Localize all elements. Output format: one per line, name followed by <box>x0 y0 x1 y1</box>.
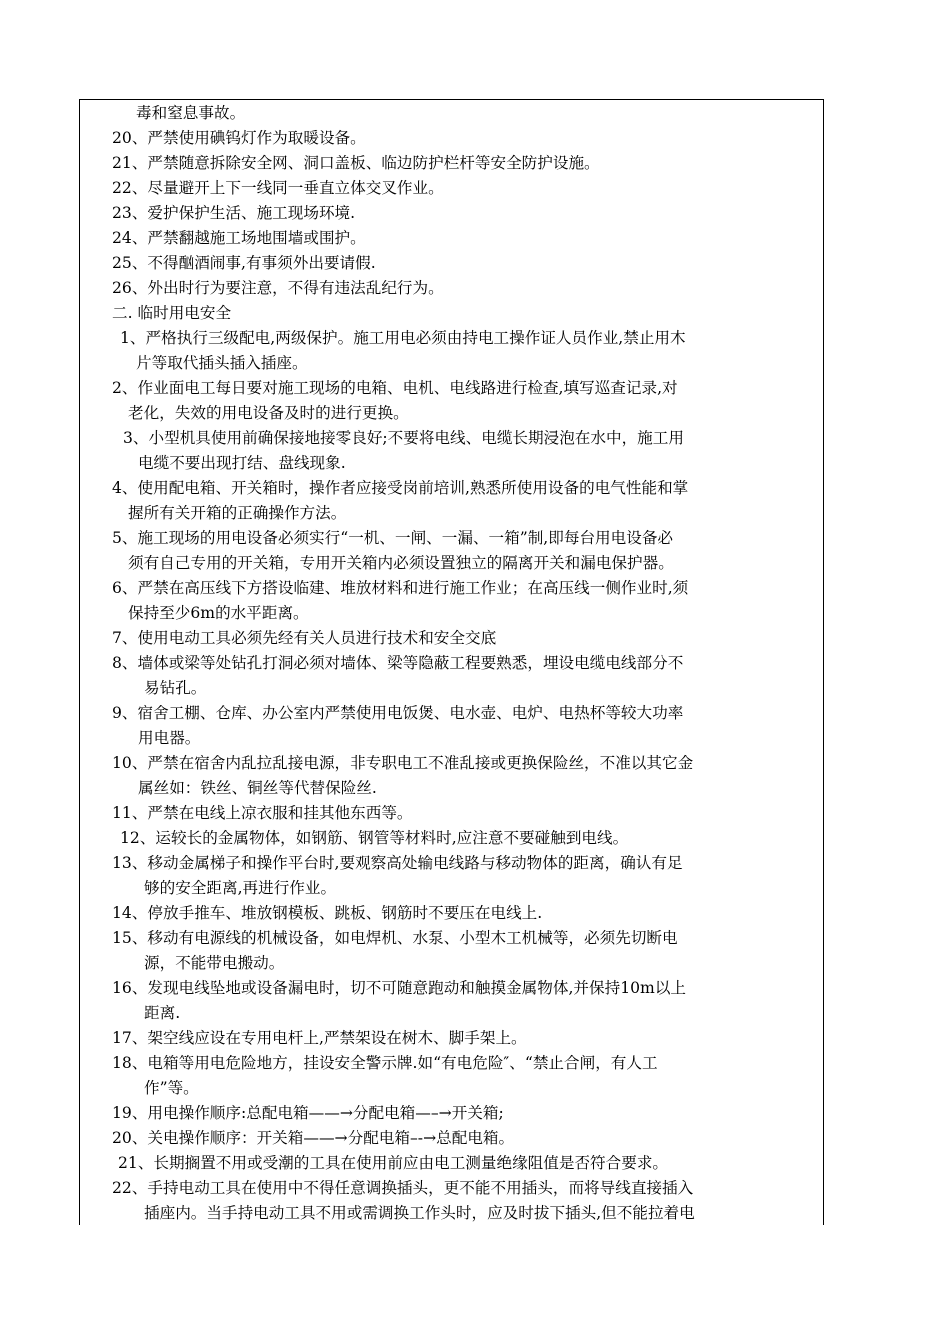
text-line: 作”等。 <box>144 1079 199 1097</box>
text-line: 握所有关开箱的正确操作方法。 <box>128 504 347 522</box>
text-line: 老化，失效的用电设备及时的进行更换。 <box>128 404 409 422</box>
text-line: 13、移动金属梯子和操作平台时,要观察高处输电线路与移动物体的距离，确认有足 <box>112 854 683 872</box>
text-line: 2、作业面电工每日要对施工现场的电箱、电机、电线路进行检查,填写巡查记录,对 <box>112 379 678 397</box>
text-line: 6、严禁在高压线下方搭设临建、堆放材料和进行施工作业；在高压线一侧作业时,须 <box>112 579 689 597</box>
text-line: 属丝如：铁丝、铜丝等代替保险丝. <box>138 779 377 797</box>
text-line: 20、严禁使用碘钨灯作为取暖设备。 <box>112 129 366 147</box>
text-line: 24、严禁翻越施工场地围墙或围护。 <box>112 229 366 247</box>
text-line: 7、使用电动工具必须先经有关人员进行技术和安全交底 <box>112 629 497 647</box>
text-line: 15、移动有电源线的机械设备，如电焊机、水泵、小型木工机械等，必须先切断电 <box>112 929 678 947</box>
text-line: 9、宿舍工棚、仓库、办公室内严禁使用电饭煲、电水壶、电炉、电热杯等较大功率 <box>112 704 684 722</box>
text-line: 17、架空线应设在专用电杆上,严禁架设在树木、脚手架上。 <box>112 1029 527 1047</box>
text-line: 插座内。当手持电动工具不用或需调换工作头时，应及时拔下插头,但不能拉着电 <box>144 1204 695 1222</box>
text-line: 1、严格执行三级配电,两级保护。施工用电必须由持电工操作证人员作业,禁止用木 <box>120 329 686 347</box>
text-line: 片等取代插头插入插座。 <box>136 354 308 372</box>
text-line: 毒和窒息事故。 <box>136 104 246 122</box>
text-line: 22、手持电动工具在使用中不得任意调换插头，更不能不用插头，而将导线直接插入 <box>112 1179 694 1197</box>
text-line: 21、严禁随意拆除安全网、洞口盖板、临边防护栏杆等安全防护设施。 <box>112 154 600 172</box>
text-line: 用电器。 <box>138 729 201 747</box>
text-line: 19、用电操作顺序:总配电箱——→分配电箱—–→开关箱; <box>112 1104 504 1122</box>
text-line: 保持至少6m的水平距离。 <box>128 604 309 622</box>
text-line: 26、外出时行为要注意，不得有违法乱纪行为。 <box>112 279 444 297</box>
text-line: 25、不得酗酒闹事,有事须外出要请假. <box>112 254 376 272</box>
text-line: 14、停放手推车、堆放钢模板、跳板、钢筋时不要压在电线上. <box>112 904 543 922</box>
section-heading: 二. 临时用电安全 <box>112 304 232 322</box>
text-line: 易钻孔。 <box>144 679 207 697</box>
text-line: 23、爱护保护生活、施工现场环境. <box>112 204 356 222</box>
text-line: 20、关电操作顺序：开关箱——→分配电箱–-→总配电箱。 <box>112 1129 515 1147</box>
text-line: 11、严禁在电线上凉衣服和挂其他东西等。 <box>112 804 413 822</box>
document-frame <box>79 99 824 1225</box>
text-line: 5、施工现场的用电设备必须实行“一机、一闸、一漏、一箱”制,即每台用电设备必 <box>112 529 674 547</box>
text-line: 源，不能带电搬动。 <box>144 954 285 972</box>
text-line: 够的安全距离,再进行作业。 <box>144 879 337 897</box>
text-line: 22、尽量避开上下一线同一垂直立体交叉作业。 <box>112 179 444 197</box>
text-line: 距离. <box>144 1004 181 1022</box>
text-line: 3、小型机具使用前确保接地接零良好;不要将电线、电缆长期浸泡在水中，施工用 <box>123 429 684 447</box>
text-line: 4、使用配电箱、开关箱时，操作者应接受岗前培训,熟悉所使用设备的电气性能和掌 <box>112 479 689 497</box>
text-line: 12、运较长的金属物体，如钢筋、钢管等材料时,应注意不要碰触到电线。 <box>120 829 629 847</box>
text-line: 16、发现电线坠地或设备漏电时，切不可随意跑动和触摸金属物体,并保持10m以上 <box>112 979 687 997</box>
text-line: 电缆不要出现打结、盘线现象. <box>138 454 346 472</box>
text-line: 10、严禁在宿舍内乱拉乱接电源，非专职电工不准乱接或更换保险丝，不准以其它金 <box>112 754 694 772</box>
text-line: 须有自己专用的开关箱，专用开关箱内必须设置独立的隔离开关和漏电保护器。 <box>128 554 674 572</box>
text-line: 21、长期搁置不用或受潮的工具在使用前应由电工测量绝缘阻值是否符合要求。 <box>118 1154 669 1172</box>
text-line: 18、电箱等用电危险地方，挂设安全警示牌.如“有电危险″、“禁止合闸，有人工 <box>112 1054 658 1072</box>
text-line: 8、墙体或梁等处钻孔打洞必须对墙体、梁等隐蔽工程要熟悉，埋设电缆电线部分不 <box>112 654 684 672</box>
